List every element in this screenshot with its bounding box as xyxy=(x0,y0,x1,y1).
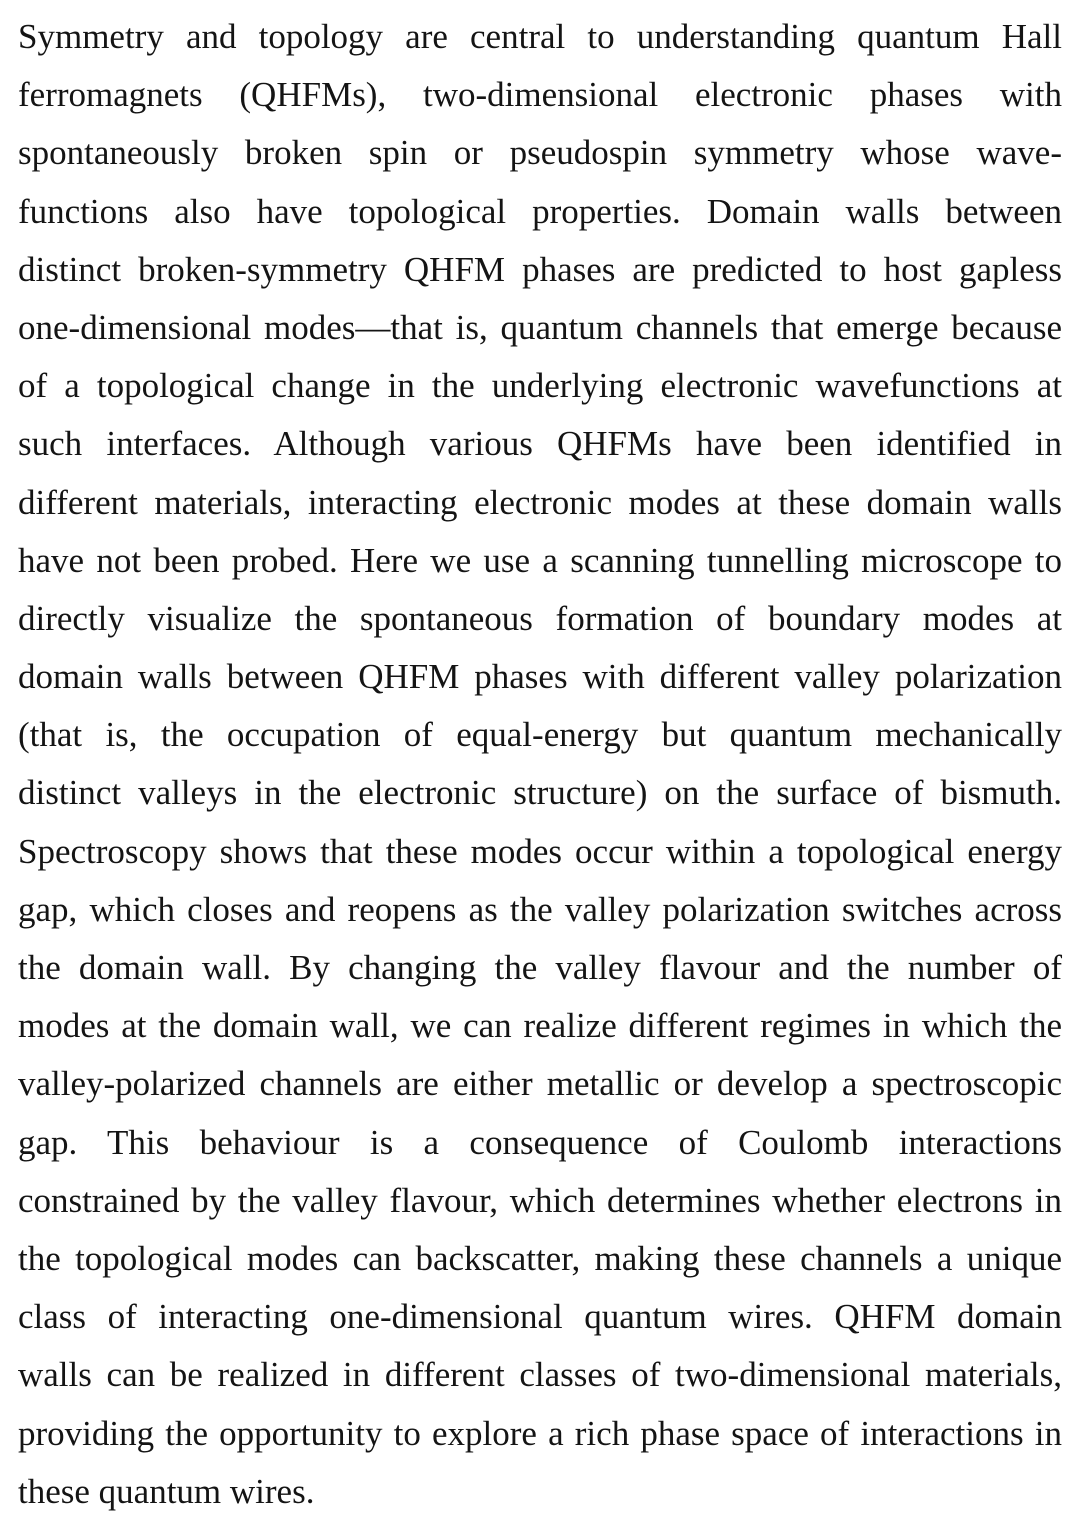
abstract-paragraph xyxy=(18,8,1062,1521)
text-line: of a topological change in the underlying electronic wavefunctions at xyxy=(18,366,1062,406)
text-line: domain walls between QHFM phases with different valley polarization xyxy=(18,657,1062,697)
text-line-last: these quantum wires. xyxy=(18,1471,315,1511)
text-line: the topological modes can backscatter, making these channels a unique xyxy=(18,1238,1062,1278)
text-line: constrained by the valley flavour, which determines whether electrons in xyxy=(18,1180,1062,1220)
text-line: different materials, interacting electronic modes at these domain walls xyxy=(18,482,1062,522)
text-line: ferromagnets (QHFMs), two-dimensional electronic phases with xyxy=(18,75,1062,115)
text-line: distinct broken-symmetry QHFM phases are predicted to host gapless xyxy=(18,249,1062,289)
text-line: class of interacting one-dimensional quantum wires. QHFM domain xyxy=(18,1297,1062,1337)
text-line: spontaneously broken spin or pseudospin symmetry whose wave- xyxy=(18,133,1062,173)
text-line: functions also have topological properties. Domain walls between xyxy=(18,191,1062,231)
text-line: walls can be realized in different classes of two-dimensional materials, xyxy=(18,1355,1062,1395)
text-line: gap, which closes and reopens as the valley polarization switches across xyxy=(18,889,1062,929)
text-line: valley-polarized channels are either metallic or develop a spectroscopic xyxy=(18,1064,1062,1104)
text-line: directly visualize the spontaneous formation of boundary modes at xyxy=(18,598,1062,638)
text-line: Symmetry and topology are central to understanding quantum Hall xyxy=(18,17,1062,56)
text-line: the domain wall. By changing the valley flavour and the number of xyxy=(18,948,1062,987)
text-line: one-dimensional modes—that is, quantum channels that emerge because xyxy=(18,307,1062,347)
text-line: such interfaces. Although various QHFMs have been identified in xyxy=(18,424,1062,464)
text-line: have not been probed. Here we use a scanning tunnelling microscope to xyxy=(18,540,1062,580)
text-line: modes at the domain wall, we can realize different regimes in which the xyxy=(18,1006,1062,1046)
text-line: providing the opportunity to explore a rich phase space of interactions in xyxy=(18,1413,1062,1453)
text-line: Spectroscopy shows that these modes occur within a topological energy xyxy=(18,831,1062,871)
text-line: (that is, the occupation of equal-energy but quantum mechanically xyxy=(18,715,1062,755)
text-line: distinct valleys in the electronic structure) on the surface of bismuth. xyxy=(18,773,1062,813)
text-line: gap. This behaviour is a consequence of Coulomb interactions xyxy=(18,1122,1062,1162)
